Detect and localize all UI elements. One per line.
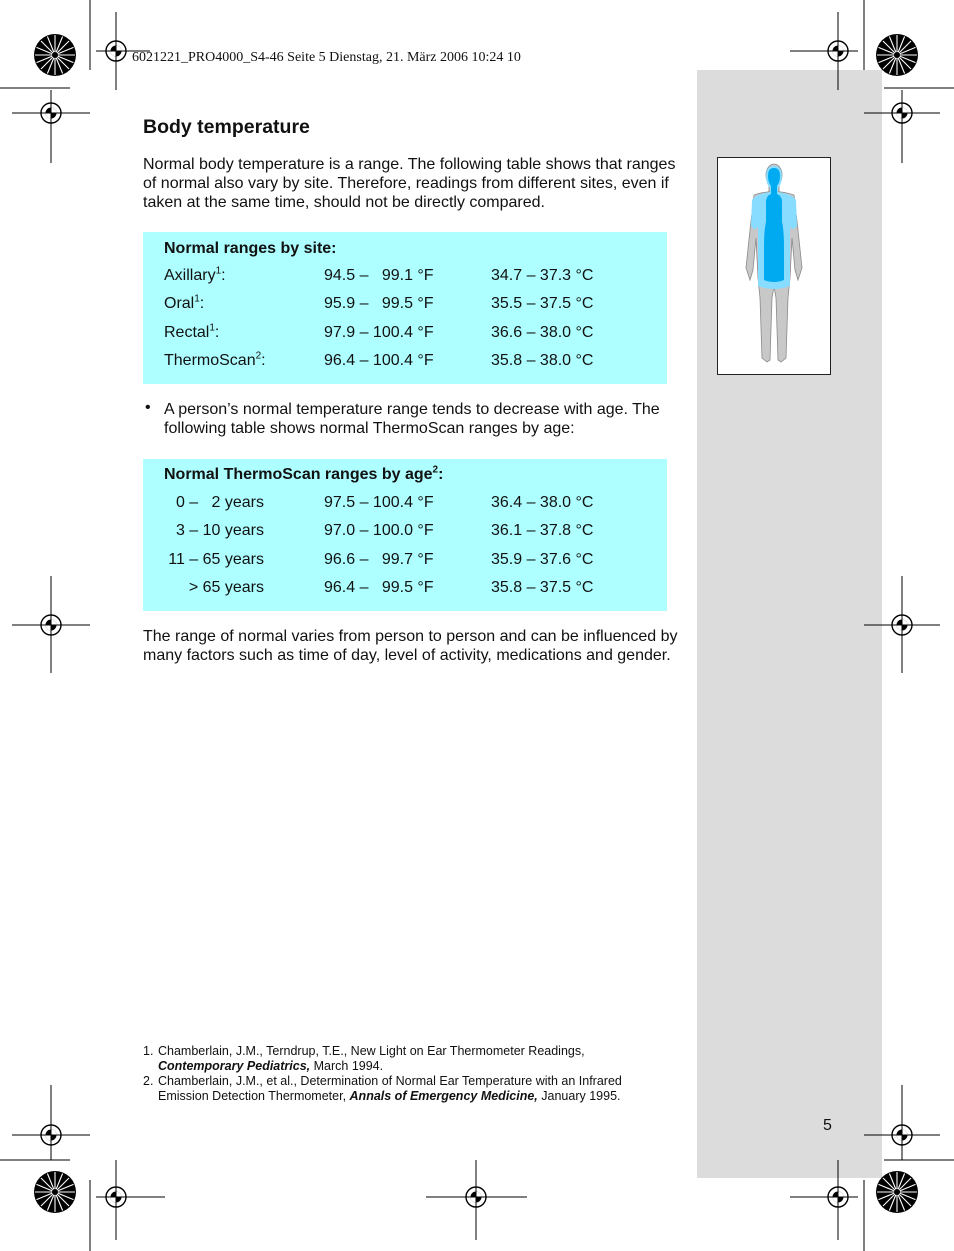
bullet-text: A person’s normal temperature range tends to decrease with age. The following table shows normal ThermoScan ranges by age: — [164, 401, 660, 437]
footnote-1: 1. Chamberlain, J.M., Terndrup, T.E., New Light on Ear Thermometer Readings, Contemporary Pediatrics, March 1994. — [143, 1044, 585, 1073]
print-header: 6021221_PRO4000_S4-46 Seite 5 Dienstag, 21. März 2006 10:24 10 — [132, 50, 521, 65]
celsius-range: 35.8 – 37.5 °C — [491, 579, 594, 596]
star-target-icon — [34, 1171, 76, 1213]
fahrenheit-range: 97.9 – 100.4 °F — [324, 324, 434, 341]
celsius-range: 36.6 – 38.0 °C — [491, 324, 594, 341]
intro-paragraph: Normal body temperature is a range. The following table shows that ranges of normal also vary by site. Therefore, readings from different sites, even if taken at the same time, should not be directly compared. — [143, 156, 676, 211]
age-label: > 65 years — [188, 579, 264, 596]
age-table-heading: Normal ThermoScan ranges by age$^2$: — [164, 464, 444, 483]
age-label: 3 – 10 years — [175, 522, 264, 539]
footnote-2: 2. Chamberlain, J.M., et al., Determination of Normal Ear Temperature with an Infrared Emission Detection Thermometer, Annals of Emergency Medicine, January 1995. — [143, 1074, 622, 1103]
fahrenheit-range: 96.4 – 100.4 °F — [324, 352, 434, 369]
celsius-range: 36.1 – 37.8 °C — [491, 522, 594, 539]
age-label: 0 – 2 years — [175, 494, 264, 511]
fahrenheit-range: 96.6 – 99.7 °F — [324, 551, 434, 568]
page-number: 5 — [823, 1117, 832, 1134]
fahrenheit-range: 96.4 – 99.5 °F — [324, 579, 434, 596]
celsius-range: 36.4 – 38.0 °C — [491, 494, 594, 511]
star-target-icon — [34, 34, 76, 76]
celsius-range: 34.7 – 37.3 °C — [491, 267, 594, 284]
fahrenheit-range: 97.5 – 100.4 °F — [324, 494, 434, 511]
fahrenheit-range: 95.9 – 99.5 °F — [324, 295, 434, 312]
star-target-icon — [876, 34, 918, 76]
site-label: Oral$^1$: — [164, 293, 205, 312]
fahrenheit-range: 97.0 – 100.0 °F — [324, 522, 434, 539]
celsius-range: 35.8 – 38.0 °C — [491, 352, 594, 369]
fahrenheit-range: 94.5 – 99.1 °F — [324, 267, 434, 284]
age-label: 11 – 65 years — [168, 551, 264, 568]
star-target-icon — [876, 1171, 918, 1213]
celsius-range: 35.5 – 37.5 °C — [491, 295, 594, 312]
site-table-heading: Normal ranges by site: — [164, 240, 337, 257]
celsius-range: 35.9 – 37.6 °C — [491, 551, 594, 568]
closing-paragraph: The range of normal varies from person to person and can be influenced by many factors such as time of day, level of activity, medications and gender. — [143, 628, 678, 664]
site-label: Axillary$^1$: — [164, 265, 226, 284]
site-label: ThermoScan$^2$: — [164, 350, 266, 369]
site-label: Rectal$^1$: — [164, 322, 220, 341]
bullet-marker: • — [145, 399, 151, 416]
page-title: Body temperature — [143, 116, 310, 138]
